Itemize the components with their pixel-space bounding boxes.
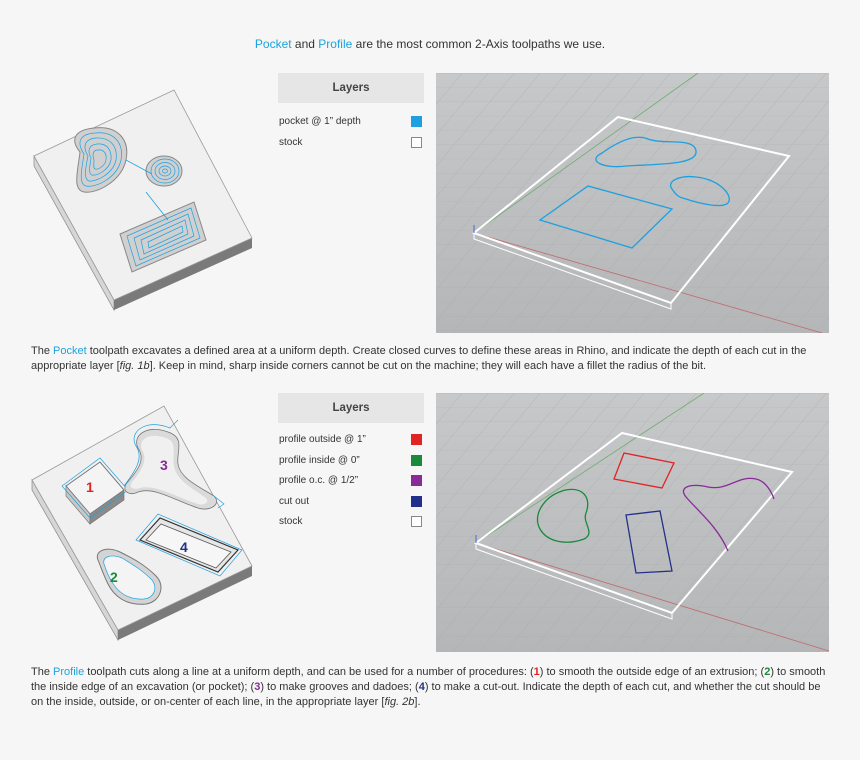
caption-text: toolpath cuts along a line at a uniform depth, and can be used for a number of procedures: ( [84, 666, 534, 678]
layer-color-swatch[interactable] [411, 475, 422, 486]
layer-color-swatch[interactable] [411, 137, 422, 148]
layer-label: pocket @ 1” depth [279, 116, 361, 127]
caption-text: The [31, 345, 54, 357]
title-profile-term: Profile [318, 37, 353, 51]
profile-layers-panel [278, 393, 424, 533]
title-and: and [291, 37, 319, 51]
rhino-viewport-profile[interactable] [436, 393, 829, 652]
caption-num-2: 2 [764, 666, 771, 678]
layer-label: profile outside @ 1” [279, 434, 366, 445]
layer-color-swatch[interactable] [411, 516, 422, 527]
caption-text: ]. Keep in mind, sharp inside corners cannot be cut on the machine; they will each have a fillet the radius of the bit. [149, 360, 707, 372]
label-four: 4 [180, 539, 188, 555]
layer-color-swatch[interactable] [411, 496, 422, 507]
caption-text: ]. [414, 696, 421, 708]
caption-text: ) to make a cut-out. Indicate the depth of each cut, and whether the cut should be on the inside, outside, or on-center of each line, in the appropriate layer [ [31, 681, 821, 708]
layer-row-pocket[interactable] [278, 112, 424, 133]
rhino-viewport-pocket[interactable] [436, 73, 829, 333]
caption-text: ) to make grooves and dadoes; ( [260, 681, 419, 693]
caption-pocket-term: Pocket [53, 345, 87, 357]
caption-text: ) to smooth the inside edge of an excavation (or pocket); ( [31, 666, 826, 693]
layer-row-cut-out[interactable] [278, 492, 424, 513]
layer-color-swatch[interactable] [411, 116, 422, 127]
title-pocket-term: Pocket [254, 37, 292, 51]
caption-fig-ref: fig. 1b [119, 360, 150, 372]
layer-row-profile-inside[interactable] [278, 451, 424, 472]
pocket-caption [31, 344, 831, 374]
label-two: 2 [110, 569, 118, 585]
caption-num-3: 3 [254, 681, 261, 693]
page-title [0, 37, 860, 51]
profile-stock-illustration [28, 400, 254, 650]
layer-row-profile-outside[interactable] [278, 430, 424, 451]
caption-num-1: 1 [533, 666, 540, 678]
layer-label: cut out [279, 495, 310, 507]
caption-text: ) to smooth the outside edge of an extrusion; ( [539, 666, 765, 678]
caption-text: toolpath excavates a defined area at a uniform depth. Create closed curves to define these areas in Rhino, and indicate the depth of each cut in the appropriate layer [ [31, 345, 807, 372]
layers-panel-title: Layers [278, 393, 424, 423]
caption-num-4: 4 [418, 681, 425, 693]
layer-label: profile inside @ 0” [279, 454, 360, 466]
pocket-layers-panel [278, 73, 424, 153]
layers-panel-title: Layers [278, 73, 424, 103]
layer-label: stock [279, 136, 303, 148]
title-rest: are the most common 2-Axis toolpaths we use. [352, 37, 606, 51]
layer-color-swatch[interactable] [411, 455, 422, 466]
pocket-stock-illustration [28, 70, 254, 320]
layer-color-swatch[interactable] [411, 434, 422, 445]
layer-row-stock[interactable] [278, 512, 424, 533]
caption-text: The [31, 666, 54, 678]
layer-row-stock[interactable] [278, 133, 424, 154]
label-one: 1 [86, 479, 94, 495]
profile-caption [31, 665, 831, 710]
layer-label: profile o.c. @ 1/2” [279, 475, 359, 486]
layer-row-profile-oc[interactable] [278, 471, 424, 492]
label-three: 3 [160, 457, 168, 473]
caption-profile-term: Profile [53, 666, 85, 678]
caption-fig-ref: fig. 2b [384, 696, 415, 708]
layer-label: stock [279, 516, 303, 527]
